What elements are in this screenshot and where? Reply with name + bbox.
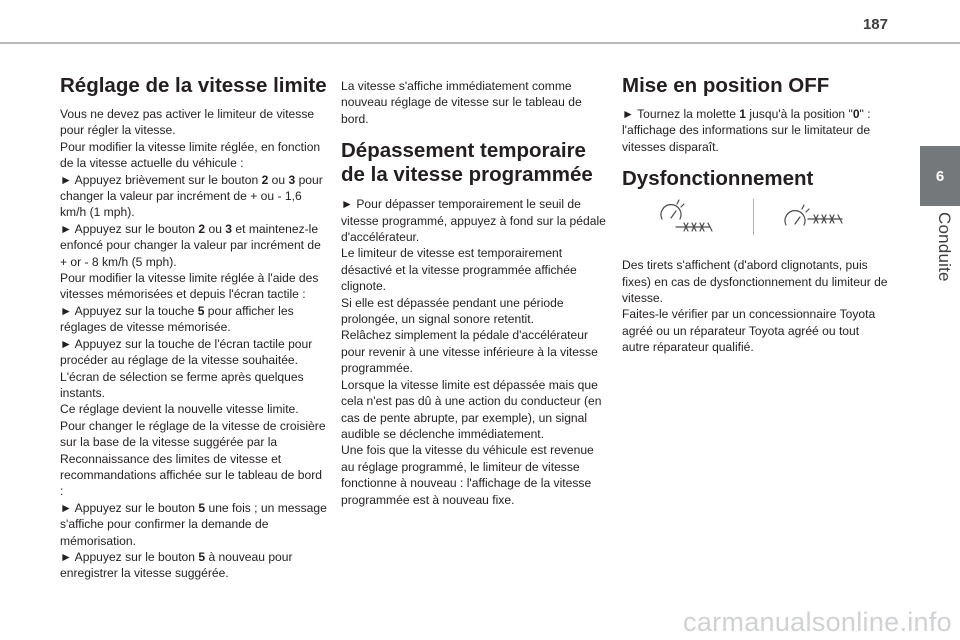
paragraph: Ce réglage devient la nouvelle vitesse limite. [60, 402, 299, 417]
section-title-off-position: Mise en position OFF [622, 74, 830, 97]
paragraph: La vitesse s'affiche immédiatement comme nouveau réglage de vitesse sur le tableau de bord. [341, 79, 582, 126]
paragraph: Une fois que la vitesse du véhicule est revenue au réglage programmé, le limiteur de vitesse fonctionne à nouveau : l'affichage de la vitesse programmée est à nouveau fixe. [341, 443, 594, 507]
paragraph: Lorsque la vitesse limite est dépassée mais que cela n'est pas dû à une action du conducteur (en cas de pente abrupte, par exemple), un signal audible se déclenche immédiatement. [341, 377, 602, 441]
column-off-malfunction [622, 74, 888, 356]
paragraph: Pour modifier la vitesse limite réglée, en fonction de la vitesse actuelle du véhicule : [60, 139, 321, 171]
page-number: 187 [862, 16, 888, 33]
bullet-step: ► Appuyez brièvement sur le bouton 2 ou 3 pour changer la valeur par incrément de + ou - 1,6 km/h (1 mph). [60, 172, 323, 220]
warning-icons [622, 199, 888, 245]
column-temporary-override [341, 78, 609, 508]
chapter-number: 6 [935, 167, 945, 185]
icon-divider [753, 199, 754, 235]
cruise-control-warning-icon [782, 199, 892, 235]
section-title-speed-setting: Réglage de la vitesse limite [60, 74, 327, 97]
bullet-step: ► Appuyez sur la touche 5 pour afficher les réglages de vitesse mémorisée. [60, 303, 294, 335]
speed-limiter-warning-icon [650, 199, 760, 235]
paragraph: Pour changer le réglage de la vitesse de croisière sur la base de la vitesse suggérée par la Reconnaissance des limites de vitesse et recommandations affichée sur le tableau de bord : [60, 418, 326, 499]
paragraph: Pour modifier la vitesse limite réglée à l'aide des vitesses mémorisées et depuis l'écran tactile : [60, 271, 319, 302]
bullet-step: ► Appuyez sur la touche de l'écran tactile pour procéder au réglage de la vitesse souhaitée. [60, 336, 313, 368]
bullet-step: ► Appuyez sur le bouton 5 une fois ; un message s'affiche pour confirmer la demande de mémorisation. [60, 500, 327, 548]
section-title-temporary-override: Dépassement temporaire de la vitesse programmée [341, 139, 593, 187]
column-speed-setting [60, 74, 328, 582]
paragraph: Si elle est dépassée pendant une période prolongée, un signal sonore retentit. [341, 295, 564, 327]
bullet-step: ► Appuyez sur le bouton 5 à nouveau pour enregistrer la vitesse suggérée. [60, 549, 293, 581]
paragraph: Faites-le vérifier par un concessionnaire Toyota agréé ou un réparateur Toyota agréé ou tout autre réparateur qualifié. [622, 307, 876, 355]
paragraph: Relâchez simplement la pédale d'accélérateur pour revenir à une vitesse inférieure à la vitesse programmée. [341, 328, 598, 376]
paragraph: L'écran de sélection se ferme après quelques instants. [60, 369, 304, 400]
bullet-step: ► Appuyez sur le bouton 2 ou 3 et maintenez-le enfoncé pour changer la valeur par incrément de + or - 8 km/h (5 mph). [60, 221, 321, 269]
bullet-step: ► Pour dépasser temporairement le seuil de vitesse programmé, appuyez à fond sur la pédale d'accélérateur. [341, 197, 606, 245]
paragraph: Des tirets s'affichent (d'abord clignotants, puis fixes) en cas de dysfonctionnement du limiteur de vitesse. [622, 258, 888, 306]
chapter-tab[interactable] [920, 146, 960, 206]
section-title-malfunction: Dysfonctionnement [622, 167, 814, 191]
bullet-step: ► Tournez la molette 1 jusqu'à la position "0" : l'affichage des informations sur le limitateur de vitesses disparaît. [622, 107, 871, 154]
header-divider [0, 42, 960, 44]
watermark: carmanualsonline.info [683, 607, 952, 637]
paragraph: Le limiteur de vitesse est temporairement désactivé et la vitesse programmée affichée clignote. [341, 246, 577, 294]
chapter-label: Conduite [935, 212, 954, 282]
paragraph: Vous ne devez pas activer le limiteur de vitesse pour régler la vitesse. [60, 107, 315, 138]
